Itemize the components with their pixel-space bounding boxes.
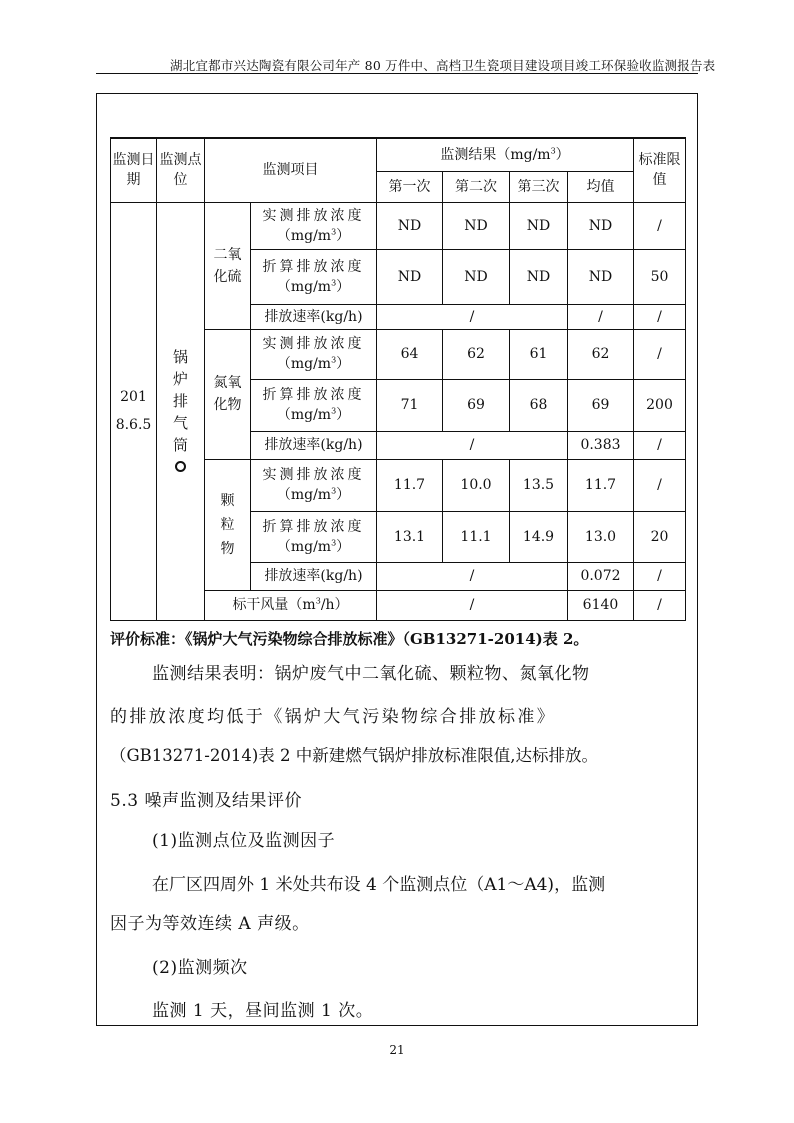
header-run-3: 第三次 bbox=[510, 171, 568, 202]
header-date: 监测日期 bbox=[111, 138, 157, 202]
circle-marker-icon bbox=[175, 461, 186, 472]
pm-conv-2: 11.1 bbox=[443, 511, 510, 562]
nox-rate-avg: 0.383 bbox=[568, 431, 634, 459]
monitoring-table bbox=[110, 137, 686, 621]
result-paragraph-line-3: （GB13271-2014)表 2 中新建燃气锅炉排放标准限值,达标排放。 bbox=[110, 746, 599, 765]
pm-conv-avg: 13.0 bbox=[568, 511, 634, 562]
subheading-points: (1)监测点位及监测因子 bbox=[152, 831, 336, 851]
so2-conv-avg: ND bbox=[568, 249, 634, 304]
pm-meas-2: 10.0 bbox=[443, 459, 510, 511]
nox-rate-limit: / bbox=[634, 431, 686, 459]
nox-conv-limit: 200 bbox=[634, 379, 686, 431]
header-limit: 标准限值 bbox=[634, 138, 686, 202]
nox-conv-3: 68 bbox=[510, 379, 568, 431]
so2-rate-runs: / bbox=[377, 304, 568, 329]
nox-meas-label: 实测排放浓度 $(mg/m^3)$ bbox=[251, 329, 377, 379]
so2-meas-label: 实测排放浓度 $(mg/m^3)$ bbox=[251, 202, 377, 249]
nox-meas-avg: 62 bbox=[568, 329, 634, 379]
pm-rate-avg: 0.072 bbox=[568, 562, 634, 590]
header-run-2: 第二次 bbox=[443, 171, 510, 202]
result-paragraph-line-1: 监测结果表明：锅炉废气中二氧化硫、颗粒物、氮氧化物 bbox=[152, 664, 590, 684]
nox-meas-limit: / bbox=[634, 329, 686, 379]
so2-rate-label: 排放速率(kg/h) bbox=[251, 304, 377, 329]
section-heading-5-3: 5.3 噪声监测及结果评价 bbox=[110, 791, 302, 811]
nox-meas-1: 64 bbox=[377, 329, 443, 379]
so2-conv-label: 折算排放浓度 $(mg/m^3)$ bbox=[251, 249, 377, 304]
header-run-1: 第一次 bbox=[377, 171, 443, 202]
so2-conv-2: ND bbox=[443, 249, 510, 304]
pm-name: 颗粒物 bbox=[205, 459, 251, 590]
header-result: 监测结果$(mg/m^3)$ bbox=[377, 138, 634, 171]
pm-meas-1: 11.7 bbox=[377, 459, 443, 511]
pm-meas-label: 实测排放浓度 $(mg/m^3)$ bbox=[251, 459, 377, 511]
pm-meas-3: 13.5 bbox=[510, 459, 568, 511]
pm-rate-label: 排放速率(kg/h) bbox=[251, 562, 377, 590]
nox-meas-2: 62 bbox=[443, 329, 510, 379]
flow-runs: / bbox=[377, 590, 568, 620]
points-paragraph-line-2: 因子为等效连续 A 声级。 bbox=[110, 914, 310, 934]
nox-conv-2: 69 bbox=[443, 379, 510, 431]
so2-name: 二氧化硫 bbox=[205, 202, 251, 329]
so2-meas-3: ND bbox=[510, 202, 568, 249]
header-rule bbox=[96, 73, 698, 74]
so2-meas-avg: ND bbox=[568, 202, 634, 249]
so2-conv-1: ND bbox=[377, 249, 443, 304]
so2-rate-limit: / bbox=[634, 304, 686, 329]
header-average: 均值 bbox=[568, 171, 634, 202]
flow-avg: 6140 bbox=[568, 590, 634, 620]
pm-rate-limit: / bbox=[634, 562, 686, 590]
nox-conv-label: 折算排放浓度 $(mg/m^3)$ bbox=[251, 379, 377, 431]
nox-conv-avg: 69 bbox=[568, 379, 634, 431]
page-header: 湖北宜都市兴达陶瓷有限公司年产 80 万件中、高档卫生瓷项目建设项目竣工环保验收监测报告表 bbox=[170, 58, 716, 73]
header-point: 监测点位 bbox=[157, 138, 205, 202]
result-paragraph-line-2: 的排放浓度均低于《锅炉大气污染物综合排放标准》 bbox=[110, 707, 557, 727]
so2-conv-3: ND bbox=[510, 249, 568, 304]
pm-meas-avg: 11.7 bbox=[568, 459, 634, 511]
pm-conv-limit: 20 bbox=[634, 511, 686, 562]
flow-label: 标干风量$(m^3/h)$ bbox=[205, 590, 377, 620]
flow-limit: / bbox=[634, 590, 686, 620]
so2-conv-limit: 50 bbox=[634, 249, 686, 304]
nox-meas-3: 61 bbox=[510, 329, 568, 379]
so2-meas-limit: / bbox=[634, 202, 686, 249]
nox-conv-1: 71 bbox=[377, 379, 443, 431]
pm-conv-1: 13.1 bbox=[377, 511, 443, 562]
so2-rate-avg: / bbox=[568, 304, 634, 329]
pm-conv-3: 14.9 bbox=[510, 511, 568, 562]
evaluation-standard: 评价标准：《锅炉大气污染物综合排放标准》（GB13271-2014)表 2。 bbox=[110, 630, 589, 648]
pm-meas-limit: / bbox=[634, 459, 686, 511]
pm-conv-label: 折算排放浓度 $(mg/m^3)$ bbox=[251, 511, 377, 562]
nox-name: 氮氧化物 bbox=[205, 329, 251, 459]
nox-rate-runs: / bbox=[377, 431, 568, 459]
frequency-paragraph: 监测 1 天，昼间监测 1 次。 bbox=[152, 1001, 374, 1021]
page-number: 21 bbox=[389, 1043, 405, 1057]
point-cell: 锅炉排气筒 bbox=[157, 202, 205, 620]
pm-rate-runs: / bbox=[377, 562, 568, 590]
nox-rate-label: 排放速率(kg/h) bbox=[251, 431, 377, 459]
header-item: 监测项目 bbox=[205, 138, 377, 202]
date-cell: 2018.6.5 bbox=[111, 202, 157, 620]
so2-meas-1: ND bbox=[377, 202, 443, 249]
subheading-frequency: (2)监测频次 bbox=[152, 958, 248, 978]
points-paragraph-line-1: 在厂区四周外 1 米处共布设 4 个监测点位（A1～A4)，监测 bbox=[152, 875, 606, 895]
so2-meas-2: ND bbox=[443, 202, 510, 249]
